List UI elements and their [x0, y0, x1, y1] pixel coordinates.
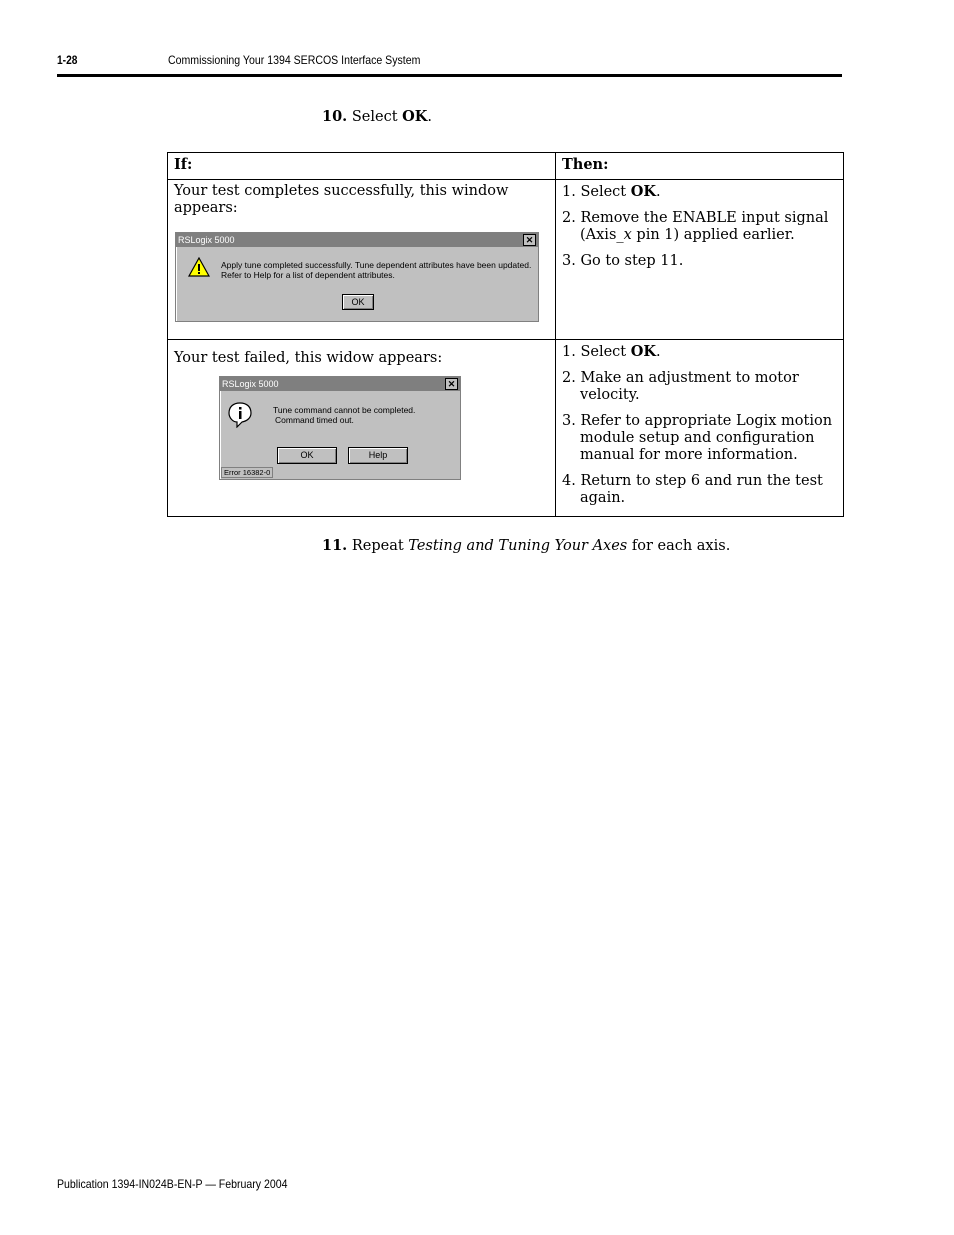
row2-then-item-1: 1. Select OK.: [562, 343, 661, 360]
step-10-tail: .: [427, 109, 432, 125]
dialog-message-1: Apply tune completed successfully. Tune dependent attributes have been updated.: [221, 260, 532, 270]
dialog-title-bar: [176, 233, 538, 247]
row1-then-item-3: 3. Go to step 11.: [562, 253, 684, 269]
row2-then-item-3: 3. Refer to appropriate Logix motion module setup and configuration manual for more information.: [562, 413, 833, 463]
table-row: [168, 340, 844, 517]
step-11-text: Repeat: [351, 538, 409, 554]
step-11-link-title: Testing and Tuning Your Axes: [408, 538, 628, 554]
row2-then-cell: [556, 340, 844, 517]
success-dialog: [175, 232, 539, 322]
page-number: 1-28: [57, 53, 78, 67]
step-10-number: 10.: [322, 108, 348, 125]
row1-if-text: Your test completes successfully, this window appears:: [174, 183, 509, 216]
ok-button[interactable]: OK: [342, 294, 374, 310]
step-11-tail: for each axis.: [627, 538, 731, 554]
row2-then-item-4: 4. Return to step 6 and run the test again.: [562, 473, 823, 506]
step-11: [322, 537, 730, 554]
publication-footer: Publication 1394-IN024B-EN-P — February 2004: [57, 1177, 288, 1191]
dialog-title: RSLogix 5000: [178, 235, 235, 245]
warning-icon: [188, 257, 210, 277]
row1-then-item-1: 1. Select OK.: [562, 183, 661, 200]
error-code-status: Error 16382-0: [221, 467, 273, 478]
if-then-table: [167, 152, 844, 517]
table-header-row: [168, 153, 844, 180]
header-rule: [57, 74, 842, 77]
row2-then-item-2: 2. Make an adjustment to motor velocity.: [562, 370, 799, 403]
row2-if-cell: [168, 340, 556, 517]
dialog-message-2: Command timed out.: [275, 415, 354, 425]
step-10-text: Select: [351, 109, 403, 125]
row1-then-item-2: 2. Remove the ENABLE input signal (Axis_x pin 1) applied earlier.: [562, 210, 829, 243]
running-header-title: Commissioning Your 1394 SERCOS Interface System: [168, 53, 421, 67]
dialog-title-bar: [220, 377, 460, 391]
row1-then-cell: [556, 180, 844, 340]
table-row: [168, 180, 844, 340]
dialog-message-2: Refer to Help for a list of dependent attributes.: [221, 270, 395, 280]
header-if: If:: [168, 153, 556, 180]
header-then: Then:: [556, 153, 844, 180]
failure-dialog: [219, 376, 461, 480]
ok-button[interactable]: OK: [277, 447, 337, 464]
info-icon: [228, 402, 252, 428]
dialog-message-1: Tune command cannot be completed.: [273, 405, 416, 415]
step-11-number: 11.: [322, 537, 348, 554]
step-10: [322, 108, 432, 125]
row1-if-cell: [168, 180, 556, 340]
close-button[interactable]: ✕: [445, 378, 458, 390]
help-button[interactable]: Help: [348, 447, 408, 464]
row2-if-text: Your test failed, this widow appears:: [174, 350, 443, 366]
dialog-title: RSLogix 5000: [222, 379, 279, 389]
close-button[interactable]: ✕: [523, 234, 536, 246]
step-10-ok: OK: [402, 108, 428, 125]
